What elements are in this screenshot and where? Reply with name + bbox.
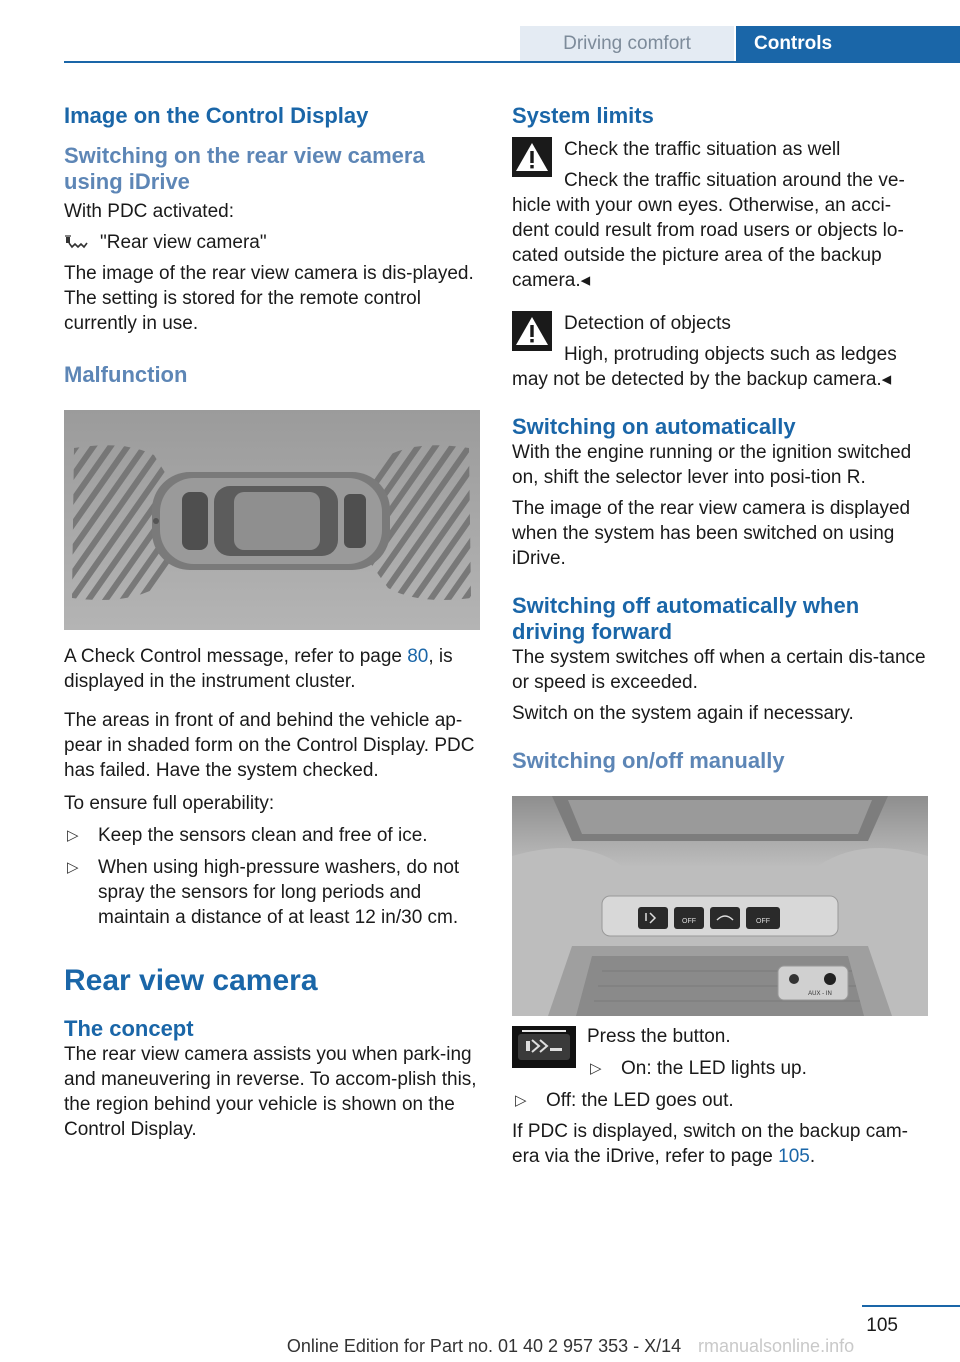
bullet-triangle-icon: ▷ [590, 1060, 602, 1077]
list-item [64, 823, 480, 848]
page-link-105[interactable]: 105 [778, 1146, 810, 1167]
warning-body [512, 342, 928, 392]
heading-switching-off-auto: Switching off automatically when driving forward [512, 593, 860, 644]
check-control-text [64, 644, 480, 694]
center-console-photo [512, 796, 928, 1016]
heading-switching-manually: Switching on/off manually [512, 748, 785, 773]
rear-view-camera-icon [64, 234, 90, 252]
check-control-text-post: , is displayed in the instrument cluster. [64, 646, 453, 692]
list-item-text: Keep the sensors clean and free of ice. [98, 825, 428, 846]
list-item [64, 855, 480, 930]
concept-text: The rear view camera assists you when park-ing and maneuvering in reverse. To accom-plish this, the region behind your vehicle is shown on the Control Display. [64, 1044, 477, 1140]
warning-triangle-icon [512, 137, 552, 177]
led-on-list [587, 1056, 807, 1081]
warning-traffic [512, 137, 928, 293]
bullet-triangle-icon: ▷ [67, 827, 79, 844]
left-column [64, 103, 480, 1142]
heading-system-limits: System limits [512, 103, 654, 128]
check-control-text-pre: A Check Control message, refer to page [64, 646, 408, 667]
auto-on-text: With the engine running or the ignition switched on, shift the selector lever into posi-tion R. [512, 442, 912, 488]
pdc-button-instruction [512, 1024, 928, 1081]
right-column [512, 103, 928, 1169]
pdc-failure-illustration [64, 410, 480, 630]
pdc-button-icon [512, 1026, 576, 1068]
page-number: 105 [866, 1315, 898, 1336]
warning-body-text: High, protruding objects such as ledges may not be detected by the backup camera.◂ [512, 344, 897, 390]
areas-shaded-text: The areas in front of and behind the vehicle ap-pear in shaded form on the Control Display. PDC has failed. Have the system checked. [64, 710, 475, 781]
header-section-label: Driving comfort [520, 26, 734, 61]
list-item-text: On: the LED lights up. [621, 1058, 807, 1079]
press-button-text: Press the button. [587, 1026, 731, 1047]
heading-the-concept: The concept [64, 1016, 194, 1041]
footer-rule [862, 1305, 960, 1307]
heading-switching-on-auto: Switching on automatically [512, 414, 796, 439]
with-pdc-text: With PDC activated: [64, 201, 234, 222]
ensure-operability-text: To ensure full operability: [64, 793, 275, 814]
page-link-80[interactable]: 80 [407, 646, 429, 667]
aux-in-label: AUX - IN [808, 991, 832, 997]
edition-footer: Online Edition for Part no. 01 40 2 957 353 - X/14 [286, 1336, 682, 1356]
heading-rear-view-camera: Rear view camera [64, 964, 318, 997]
pdc-displayed-text-pre: If PDC is displayed, switch on the backup cam-era via the iDrive, refer to page [512, 1121, 909, 1167]
heading-switching-idrive: Switching on the rear view camera using iDrive [64, 143, 425, 194]
list-item-text: When using high-pressure washers, do not spray the sensors for long periods and maintain a distance of at least 12 in/30 cm. [98, 857, 460, 928]
pdc-button-text [587, 1024, 807, 1081]
list-item-text: Off: the LED goes out. [546, 1090, 734, 1111]
operability-list [64, 823, 480, 930]
list-item [587, 1056, 807, 1081]
image-displayed-text: The image of the rear view camera is dis-played. The setting is stored for the remote control currently in use. [64, 263, 474, 334]
watermark: rmanualsonline.info [698, 1336, 855, 1356]
warning-triangle-icon [512, 311, 552, 351]
auto-off-text: The system switches off when a certain dis-tance or speed is exceeded. [512, 647, 926, 693]
list-item [512, 1088, 928, 1113]
auto-on-text-2: The image of the rear view camera is displayed when the system has been switched on using iDrive. [512, 498, 911, 569]
warning-objects [512, 311, 928, 392]
car-topview-illustration [64, 410, 480, 630]
pdc-displayed-text-post: . [809, 1146, 816, 1167]
bullet-triangle-icon: ▷ [515, 1092, 527, 1109]
led-off-list [512, 1088, 928, 1113]
pdc-displayed-text [512, 1119, 928, 1169]
bullet-triangle-icon: ▷ [67, 859, 79, 876]
warning-body-text: Check the traffic situation around the ve-hicle with your own eyes. Otherwise, an acci-dent could result from road users or objects lo-cated outside the picture area of the backup camera.◂ [512, 170, 905, 291]
menu-item-label: "Rear view camera" [100, 232, 267, 253]
switch-again-text: Switch on the system again if necessary. [512, 703, 854, 724]
heading-malfunction: Malfunction [64, 362, 188, 387]
console-off-label: OFF [682, 918, 696, 925]
heading-image-control-display: Image on the Control Display [64, 103, 369, 128]
header-rule [64, 61, 960, 63]
console-illustration [512, 796, 928, 1016]
console-off-label: OFF [756, 918, 770, 925]
warning-title: Check the traffic situation as well [564, 139, 841, 160]
warning-title: Detection of objects [564, 313, 731, 334]
warning-body [512, 168, 928, 293]
header-chapter-tab: Controls [736, 26, 960, 61]
menu-path [64, 230, 480, 255]
